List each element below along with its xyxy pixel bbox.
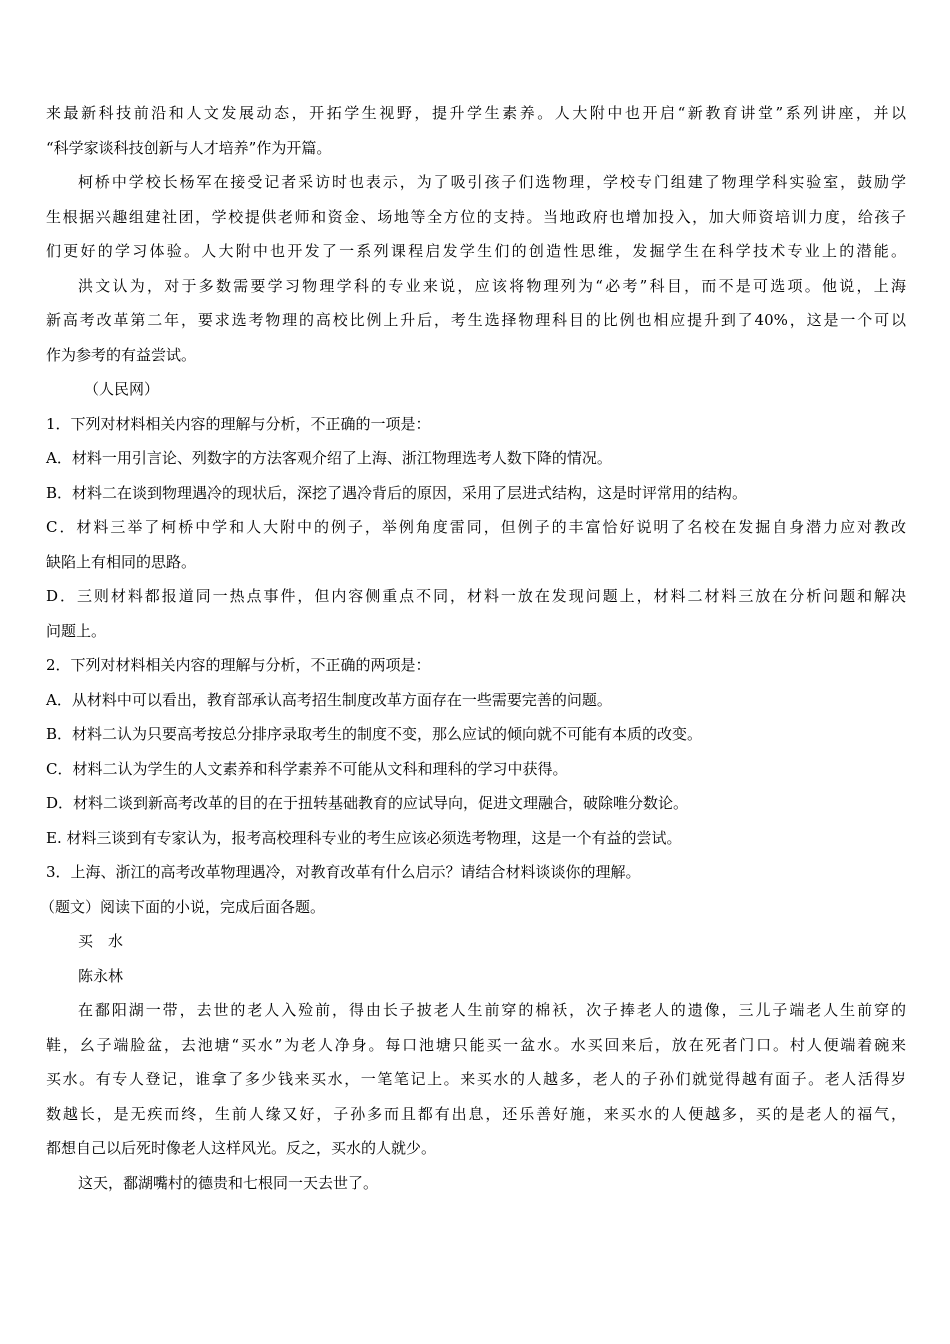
story-paragraph-line: 在鄱阳湖一带，去世的老人入殓前，得由长子披老人生前穿的棉袄，次子捧老人的遗像，三儿子端老人生前穿的 — [78, 1001, 906, 1019]
story-paragraph-line: 这天，鄱湖嘴村的德贵和七根同一天去世了。 — [78, 1173, 379, 1192]
paragraph-line: 们更好的学习体验。人大附中也开发了一系列课程启发学生们的创造性思维，发掘学生在科学技术专业上的潜能。 — [46, 242, 906, 260]
paragraph-line: “科学家谈科技创新与人才培养”作为开篇。 — [46, 138, 332, 157]
question-2-option-b: B．材料二认为只要高考按总分排序录取考生的制度不变，那么应试的倾向就不可能有本质的改变。 — [46, 725, 703, 743]
document-page — [40, 96, 906, 1200]
question-2-stem: 2．下列对材料相关内容的理解与分析，不正确的两项是： — [46, 656, 431, 674]
question-1-option-c: C．材料三举了柯桥中学和人大附中的例子，举例角度雷同，但例子的丰富恰好说明了名校在发掘自身潜力应对教改 — [46, 518, 906, 536]
question-2-option-c: C．材料二认为学生的人文素养和科学素养不可能从文科和理科的学习中获得。 — [46, 759, 568, 778]
story-paragraph-line: 都想自己以后死时像老人这样风光。反之，买水的人就少。 — [46, 1139, 437, 1157]
question-3: 3．上海、浙江的高考改革物理遇冷，对教育改革有什么启示？请结合材料谈谈你的理解。 — [46, 863, 641, 881]
reading-instruction: （题文）阅读下面的小说，完成后面各题。 — [40, 897, 326, 916]
story-title: 买 水 — [78, 932, 124, 950]
paragraph-line: 洪文认为，对于多数需要学习物理学科的专业来说，应该将物理列为“必考”科目，而不是可选项。他说，上海 — [78, 276, 906, 295]
paragraph-line: 生根据兴趣组建社团，学校提供老师和资金、场地等全方位的支持。当地政府也增加投入，加大师资培训力度，给孩子 — [46, 207, 906, 226]
question-1-option-b: B．材料二在谈到物理遇冷的现状后，深挖了遇冷背后的原因，采用了层进式结构，这是时评常用的结构。 — [46, 483, 748, 502]
question-2-option-d: D．材料二谈到新高考改革的目的在于扭转基础教育的应试导向，促进文理融合，破除唯分数论。 — [46, 794, 689, 812]
paragraph-line: 新高考改革第二年，要求选考物理的高校比例上升后，考生选择物理科目的比例也相应提升到了40%，这是一个可以 — [46, 311, 906, 329]
question-2-option-a: A．从材料中可以看出，教育部承认高考招生制度改革方面存在一些需要完善的问题。 — [46, 690, 612, 709]
question-2-option-e: E. 材料三谈到有专家认为，报考高校理科专业的考生应该必须选考物理，这是一个有益的尝试。 — [46, 828, 682, 847]
question-1-stem: 1．下列对材料相关内容的理解与分析，不正确的一项是： — [46, 414, 431, 433]
question-1-option-d-cont: 问题上。 — [46, 621, 107, 640]
question-1-option-d: D．三则材料都报道同一热点事件，但内容侧重点不同，材料一放在发现问题上，材料二材料三放在分析问题和解决 — [46, 587, 906, 605]
paragraph-line: 柯桥中学校长杨军在接受记者采访时也表示，为了吸引孩子们选物理，学校专门组建了物理学科实验室，鼓励学 — [78, 173, 906, 191]
question-1-option-c-cont: 缺陷上有相同的思路。 — [46, 552, 197, 571]
paragraph-line: 来最新科技前沿和人文发展动态，开拓学生视野，提升学生素养。人大附中也开启“新教育讲堂”系列讲座，并以 — [46, 104, 906, 122]
question-1-option-a: A．材料一用引言论、列数字的方法客观介绍了上海、浙江物理选考人数下降的情况。 — [46, 449, 612, 467]
story-paragraph-line: 鞋，幺子端脸盆，去池塘“买水”为老人净身。每口池塘只能买一盆水。水买回来后，放在死者门口。村人便端着碗来 — [46, 1035, 906, 1054]
story-paragraph-line: 买水。有专人登记，谁拿了多少钱来买水，一笔笔记上。来买水的人越多，老人的子孙们就觉得越有面子。老人活得岁 — [46, 1070, 906, 1088]
paragraph-line: 作为参考的有益尝试。 — [46, 345, 197, 364]
story-paragraph-line: 数越长，是无疾而终，生前人缘又好，子孙多而且都有出息，还乐善好施，来买水的人便越多，买的是老人的福气， — [46, 1104, 906, 1123]
story-author: 陈永林 — [78, 966, 124, 985]
source-attribution: （人民网） — [84, 380, 160, 398]
